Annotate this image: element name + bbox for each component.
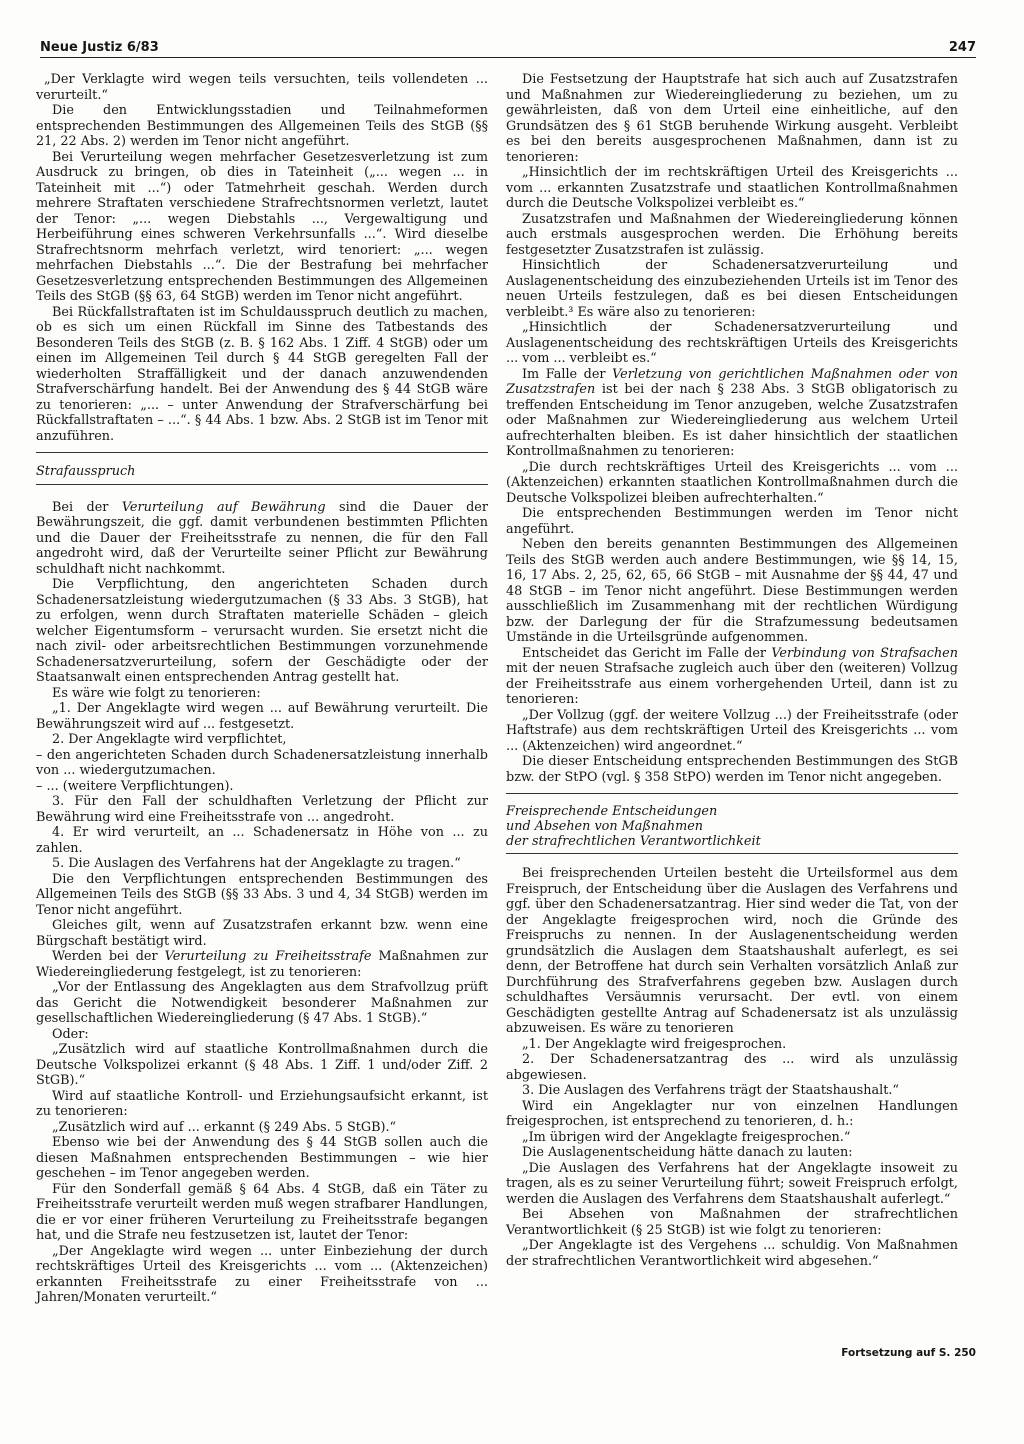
emphasis: Verbindung von Strafsachen: [771, 645, 958, 661]
paragraph: 2. Der Angeklagte wird verpflichtet,: [52, 732, 287, 747]
emphasis: Verurteilung auf Bewährung: [121, 499, 326, 515]
left-column: [36, 72, 488, 1306]
emphasis: Verletzung von gerichtlichen Maßnahmen oder von Zusatzstrafen: [506, 366, 958, 397]
paragraph: Entscheidet das Gericht im Falle der Verbindung von Strafsachen mit der neuen Strafsache zugleich auch über den (weiteren) Vollzug der Freiheitsstrafe aus einem vorhergehenden Urteil, dann ist zu tenorieren:: [506, 645, 958, 707]
paragraph: Bei freisprechenden Urteilen besteht die Urteilsformel aus dem Freispruch, der Entscheidung über die Auslagen des Verfahrens und ggf. über den Schadenersatzantrag. Hier sind weder die Tat, von der der Angeklagte freigesprochen wird, noch die Gründe des Freispruchs zu nennen. In der Auslagenentscheidung werden grundsätzlich die Auslagen dem Staatshaushalt auferlegt, es sei denn, der Betroffene hat durch sein Verhalten vorsätzlich Anlaß zur Durchführung des Strafverfahrens gegeben bzw. Auslagen durch schuldhaftes Versäumnis verursacht. Der evtl. von einem Geschädigten gestellte Antrag auf Schadenersatz ist als unzulässig abzuweisen. Es wäre zu tenorieren: [506, 866, 958, 1036]
paragraph: Für den Sonderfall gemäß § 64 Abs. 4 StGB, daß ein Täter zu Freiheitsstrafe verurteilt werden muß wegen strafbarer Handlungen, die er vor einer früheren Verurteilung zu Freiheitsstrafe begangen hat, und die Strafe neu festzusetzen ist, lautet der Tenor:: [36, 1181, 488, 1243]
section-heading-line: der strafrechtlichen Verantwortlichkeit: [506, 834, 761, 849]
paragraph: 5. Die Auslagen des Verfahrens hat der Angeklagte zu tragen.“: [52, 856, 461, 871]
section-divider: [36, 452, 488, 453]
section-heading-strafausspruch: Strafausspruch: [36, 464, 488, 485]
paragraph: Bei Verurteilung wegen mehrfacher Gesetzesverletzung ist zum Ausdruck zu bringen, ob dies in Tateinheit („... wegen ... in Tateinheit mit ...“) oder Tatmehrheit geschah. Werden durch mehrere Straftaten verschiedene Strafrechtsnormen verletzt, lautet der Tenor: „... wegen Diebstahls ..., Vergewaltigung und Herbeiführung eines schweren Verkehrsunfalls ...“. Wird dieselbe Strafrechtsnorm mehrfach verletzt, wird tenoriert: „... wegen mehrfachen Diebstahls ...“. Die der Bestrafung bei mehrfacher Gesetzesverletzung entsprechenden Bestimmungen des Allgemeinen Teils des StGB (§§ 63, 64 StGB) werden im Tenor nicht angeführt.: [36, 149, 488, 304]
paragraph: Wird auf staatliche Kontroll- und Erziehungsaufsicht erkannt, ist zu tenorieren:: [36, 1088, 488, 1119]
paragraph: Zusatzstrafen und Maßnahmen der Wiedereingliederung können auch erstmals ausgesprochen werden. Die Erhöhung bereits festgesetzter Zusatzstrafen ist zulässig.: [506, 211, 958, 258]
paragraph: Oder:: [52, 1026, 89, 1042]
paragraph: Bei der Verurteilung auf Bewährung sind die Dauer der Bewährungszeit, die ggf. damit verbundenen bestimmten Pflichten und die Dauer der Freiheitsstrafe zu nennen, die für den Fall angedroht wird, daß der Verurteilte seiner Pflicht zur Bewährung schuldhaft nicht nachkommt.: [36, 499, 488, 577]
page-header: [40, 38, 976, 58]
section-heading-line: Freisprechende Entscheidungen: [506, 804, 718, 819]
paragraph: – den angerichteten Schaden durch Schadenersatzleistung innerhalb von ... wiedergutzumachen.: [36, 747, 488, 778]
continuation-note: Fortsetzung auf S. 250: [841, 1347, 976, 1359]
paragraph: Gleiches gilt, wenn auf Zusatzstrafen erkannt bzw. wenn eine Bürgschaft bestätigt wird.: [36, 918, 488, 949]
paragraph: Neben den bereits genannten Bestimmungen des Allgemeinen Teils des StGB werden auch andere Bestimmungen, wie §§ 14, 15, 16, 17 Abs. 2, 25, 62, 65, 66 StGB – mit Ausnahme der §§ 44, 47 und 48 StGB – im Tenor nicht angeführt. Diese Bestimmungen werden ausschließlich im Zusammenhang mit der rechtlichen Würdigung bzw. der Darlegung der für die Strafzumessung bedeutsamen Umstände in die Urteilsgründe aufgenommen.: [506, 537, 958, 645]
paragraph: 2. Der Schadenersatzantrag des ... wird als unzulässig abgewiesen.: [506, 1052, 958, 1083]
paragraph: Die Festsetzung der Hauptstrafe hat sich auch auf Zusatzstrafen und Maßnahmen zur Wiedereingliederung zu beziehen, um zu gewährleisten, daß von dem Urteil eine einheitliche, auf den Grundsätzen des § 61 StGB beruhende Wirkung ausgeht. Verbleibt es bei den bereits ausgesprochenen Maßnahmen, dann ist zu tenorieren:: [506, 72, 958, 165]
paragraph: 4. Er wird verurteilt, an ... Schadenersatz in Höhe von ... zu zahlen.: [36, 825, 488, 856]
paragraph: Die dieser Entscheidung entsprechenden Bestimmungen des StGB bzw. der StPO (vgl. § 358 StPO) werden im Tenor nicht angegeben.: [506, 754, 958, 785]
paragraph: Wird ein Angeklagter nur von einzelnen Handlungen freigesprochen, ist entsprechend zu tenorieren, d. h.:: [506, 1098, 958, 1129]
paragraph: – ... (weitere Verpflichtungen).: [36, 778, 234, 794]
paragraph: „Der Verklagte wird wegen teils versuchten, teils vollendeten ... verurteilt.“: [36, 72, 488, 103]
emphasis: Verurteilung zu Freiheitsstrafe: [164, 949, 372, 964]
paragraph: „Die durch rechtskräftiges Urteil des Kreisgerichts ... vom ... (Aktenzeichen) erkannten staatlichen Kontrollmaßnahmen durch die Deutsche Volkspolizei bleiben aufrechterhalten.“: [506, 459, 958, 506]
paragraph: „Der Angeklagte ist des Vergehens ... schuldig. Von Maßnahmen der strafrechtlichen Verantwortlichkeit wird abgesehen.“: [506, 1238, 958, 1269]
paragraph: Werden bei der Verurteilung zu Freiheitsstrafe Maßnahmen zur Wiedereingliederung festgelegt, ist zu tenorieren:: [36, 949, 489, 980]
paragraph: „Die Auslagen des Verfahrens hat der Angeklagte insoweit zu tragen, als es zu seiner Verurteilung führt; soweit Freispruch erfolgt, werden die Auslagen des Verfahrens dem Staatshaushalt auferlegt.“: [506, 1160, 958, 1207]
journal-title: Neue Justiz 6/83: [40, 40, 159, 55]
paragraph: „1. Der Angeklagte wird freigesprochen.: [522, 1036, 787, 1052]
paragraph: Die den Entwicklungsstadien und Teilnahmeformen entsprechenden Bestimmungen des Allgemeinen Teils des StGB (§§ 21, 22 Abs. 2) werden im Tenor nicht angeführt.: [36, 103, 488, 149]
paragraph: Die entsprechenden Bestimmungen werden im Tenor nicht angeführt.: [506, 506, 958, 537]
paragraph: 3. Für den Fall der schuldhaften Verletzung der Pflicht zur Bewährung wird eine Freiheitsstrafe von ... angedroht.: [36, 794, 488, 825]
paragraph: Die den Verpflichtungen entsprechenden Bestimmungen des Allgemeinen Teils des StGB (§§ 33 Abs. 3 und 4, 34 StGB) werden im Tenor nicht angeführt.: [36, 871, 488, 918]
paragraph: Hinsichtlich der Schadenersatzverurteilung und Auslagenentscheidung des einzubeziehenden Urteils ist im Tenor des neuen Urteils festzulegen, daß es bei diesen Entscheidungen verbleibt.³ Es wäre also zu tenorieren:: [506, 258, 958, 320]
paragraph: Ebenso wie bei der Anwendung des § 44 StGB sollen auch die diesen Maßnahmen entsprechenden Bestimmungen – wie hier geschehen – im Tenor angegeben werden.: [36, 1135, 488, 1181]
paragraph: Die Auslagenentscheidung hätte danach zu lauten:: [522, 1145, 853, 1160]
paragraph: „Im übrigen wird der Angeklagte freigesprochen.“: [522, 1129, 851, 1145]
section-heading-line: und Absehen von Maßnahmen: [506, 819, 704, 834]
paragraph: Im Falle der Verletzung von gerichtlichen Maßnahmen oder von Zusatzstrafen ist bei der nach § 238 Abs. 3 StGB obligatorisch zu treffenden Entscheidung im Tenor anzugeben, welche Zusatzstrafen oder Maßnahmen zur Wiedereingliederung aus welchem Urteil aufrechterhalten bleiben. Es ist daher hinsichtlich der staatlichen Kontrollmaßnahmen zu tenorieren:: [506, 366, 958, 459]
right-column: [506, 72, 958, 1269]
paragraph: 3. Die Auslagen des Verfahrens trägt der Staatshaushalt.“: [522, 1083, 899, 1098]
paragraph: „1. Der Angeklagte wird wegen ... auf Bewährung verurteilt. Die Bewährungszeit wird auf ... festgesetzt.: [36, 701, 488, 732]
paragraph: Bei Rückfallstraftaten ist im Schuldausspruch deutlich zu machen, ob es sich um einen Rückfall im Sinne des Tatbestands des Besonderen Teils des StGB (z. B. § 162 Abs. 1 Ziff. 4 StGB) oder um einen im Allgemeinen Teil durch § 44 StGB geregelten Fall der wiederholten Straffälligkeit und der danach anzuwendenden Strafverschärfung handelt. Bei der Anwendung des § 44 StGB wäre zu tenorieren: „... – unter Anwendung der Strafverschärfung bei Rückfallstraftaten – ...“. § 44 Abs. 1 bzw. Abs. 2 StGB ist im Tenor mit anzuführen.: [36, 304, 488, 444]
paragraph: Die Verpflichtung, den angerichteten Schaden durch Schadenersatzleistung wiedergutzumachen (§ 33 Abs. 3 StGB), hat zu erfolgen, wenn durch Straftaten materielle Schäden – gleich welcher Eigentumsform – verursacht wurden. Sie ersetzt nicht die nach zivil- oder arbeitsrechtlichen Bestimmungen vorzunehmende Schadenersatzverurteilung, sofern der Geschädigte oder der Staatsanwalt einen entsprechenden Antrag gestellt hat.: [36, 577, 488, 685]
paragraph: „Zusätzlich wird auf staatliche Kontrollmaßnahmen durch die Deutsche Volkspolizei erkannt (§ 48 Abs. 1 Ziff. 1 und/oder Ziff. 2 StGB).“: [36, 1042, 488, 1088]
paragraph: „Der Vollzug (ggf. der weitere Vollzug ...) der Freiheitsstrafe (oder Haftstrafe) aus dem rechtskräftigen Urteil des Kreisgerichts ... vom ... (Aktenzeichen) wird angeordnet.“: [506, 707, 958, 754]
paragraph: Bei Absehen von Maßnahmen der strafrechtlichen Verantwortlichkeit (§ 25 StGB) ist wie folgt zu tenorieren:: [506, 1207, 958, 1238]
section-heading-freisprechende: [506, 804, 958, 854]
section-divider: [506, 793, 958, 794]
paragraph: Es wäre wie folgt zu tenorieren:: [52, 685, 261, 701]
paragraph: „Vor der Entlassung des Angeklagten aus dem Strafvollzug prüft das Gericht die Notwendigkeit besonderer Maßnahmen zur gesellschaftlichen Wiedereingliederung (§ 47 Abs. 1 StGB).“: [36, 980, 488, 1026]
paragraph: „Zusätzlich wird auf ... erkannt (§ 249 Abs. 5 StGB).“: [52, 1119, 397, 1135]
page-number: 247: [948, 40, 976, 55]
paragraph: „Hinsichtlich der im rechtskräftigen Urteil des Kreisgerichts ... vom ... erkannten Zusatzstrafe und staatlichen Kontrollmaßnahmen durch die Deutsche Volkspolizei verbleibt es.“: [506, 165, 958, 211]
paragraph: „Hinsichtlich der Schadenersatzverurteilung und Auslagenentscheidung des rechtskräftigen Urteils des Kreisgerichts ... vom ... verbleibt es.“: [506, 320, 958, 366]
paragraph: „Der Angeklagte wird wegen ... unter Einbeziehung der durch rechtskräftiges Urteil des Kreisgerichts ... vom ... (Aktenzeichen) erkannten Freiheitsstrafe zu einer Freiheitsstrafe von ... Jahren/Monaten verurteilt.“: [36, 1243, 488, 1305]
